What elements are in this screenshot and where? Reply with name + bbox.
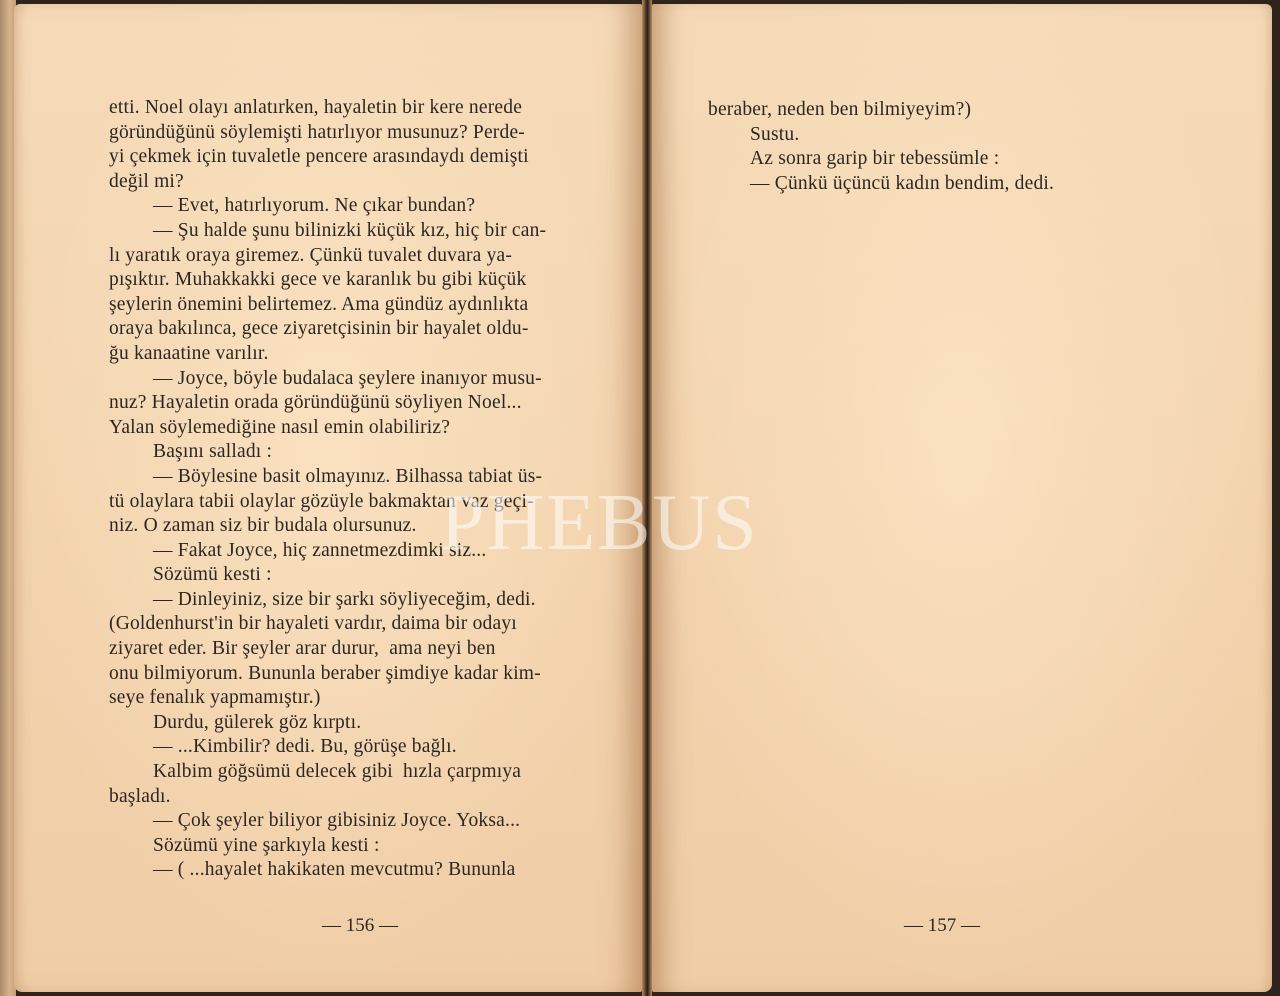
text-line: ziyaret eder. Bir şeyler arar durur, ama neyi ben [109, 638, 496, 660]
text-line: Başını salladı : [153, 441, 273, 463]
text-line: oraya bakılınca, gece ziyaretçisinin bir hayalet oldu- [109, 318, 529, 340]
text-line: Az sonra garip bir tebessümle : [750, 148, 1000, 170]
left-page-text [109, 96, 609, 883]
text-line: — ( ...hayalet hakikaten mevcutmu? Bununla [153, 859, 516, 881]
text-line: — Çünkü üçüncü kadın bendim, dedi. [750, 172, 1055, 194]
text-line: Sözümü kesti : [153, 564, 272, 586]
text-line: Durdu, gülerek göz kırptı. [153, 711, 362, 733]
text-line: Sözümü yine şarkıyla kesti : [153, 834, 380, 856]
text-line: — Fakat Joyce, hiç zannetmezdimki siz... [153, 539, 487, 561]
text-line: göründüğünü söylemişti hatırlıyor musunuz? Perde- [109, 121, 525, 143]
text-line: pışıktır. Muhakkakki gece ve karanlık bu gibi küçük [109, 269, 527, 291]
text-line: niz. O zaman siz bir budala olursunuz. [109, 515, 417, 537]
text-line: — Evet, hatırlıyorum. Ne çıkar bundan? [153, 195, 476, 217]
text-line: — Şu halde şunu bilinizki küçük kız, hiç bir can- [153, 219, 547, 241]
text-line: Sustu. [750, 123, 800, 145]
text-line: — Böylesine basit olmayınız. Bilhassa tabiat üs- [153, 465, 543, 487]
text-line: (Goldenhurst'in bir hayaleti vardır, daima bir odayı [109, 613, 517, 635]
page-number-left: — 156 — [322, 915, 398, 936]
book-spine [642, 0, 652, 996]
text-line: ğu kanaatine varılır. [109, 342, 269, 364]
text-line: başladı. [109, 785, 171, 807]
page-number-right: — 157 — [904, 915, 980, 936]
text-line: — Joyce, böyle budalaca şeylere inanıyor musu- [153, 367, 542, 389]
text-line: — Çok şeyler biliyor gibisiniz Joyce. Yoksa... [153, 810, 521, 832]
text-line: yi çekmek için tuvaletle pencere arasındaydı demişti [109, 146, 529, 168]
text-line: tü olaylara tabii olaylar gözüyle bakmaktan vaz geçi- [109, 490, 534, 512]
left-page [14, 4, 642, 992]
text-line: nuz? Hayaletin orada göründüğünü söyliyen Noel... [109, 392, 522, 414]
right-page [652, 4, 1272, 992]
text-line: seye fenalık yapmamıştır.) [109, 687, 321, 709]
text-line: onu bilmiyorum. Bununla beraber şimdiye kadar kim- [109, 662, 541, 684]
text-line: beraber, neden ben bilmiyeyim?) [708, 99, 972, 120]
text-line: — ...Kimbilir? dedi. Bu, görüşe bağlı. [153, 736, 457, 758]
text-line: etti. Noel olayı anlatırken, hayaletin bir kere nerede [109, 97, 523, 118]
text-line: şeylerin önemini belirtemez. Ama gündüz aydınlıkta [109, 293, 529, 315]
text-line: lı yaratık oraya giremez. Çünkü tuvalet duvara ya- [109, 244, 513, 266]
text-line: — Dinleyiniz, size bir şarkı söyliyeceğim, dedi. [153, 588, 536, 610]
watermark: PHEBUS [440, 479, 759, 567]
text-line: Yalan söylemediğine nasıl emin olabiliriz? [109, 416, 451, 438]
right-page-text [708, 98, 1128, 196]
text-line: değil mi? [109, 170, 184, 192]
text-line: Kalbim göğsümü delecek gibi hızla çarpmıya [153, 761, 522, 783]
